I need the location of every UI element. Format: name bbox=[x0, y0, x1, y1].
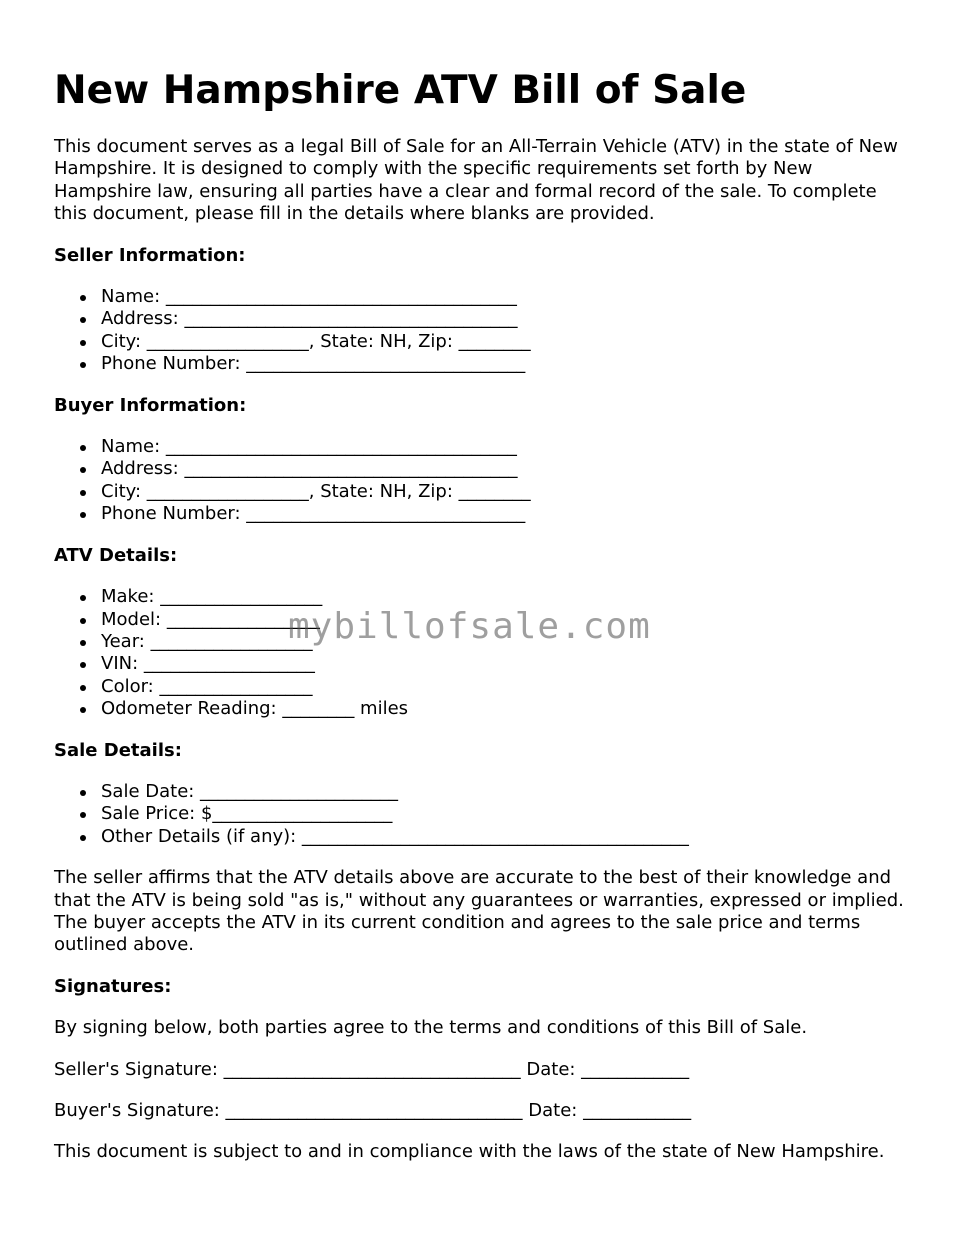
atv-model-field: Model: _________________ bbox=[101, 609, 914, 631]
seller-signature-line: Seller's Signature: _________________________________ Date: ____________ bbox=[54, 1058, 690, 1080]
sale-list bbox=[54, 781, 914, 848]
intro-paragraph: This document serves as a legal Bill of Sale for an All-Terrain Vehicle (ATV) in the state of New Hampshire. It is designed to comply with the specific requirements set forth by New Hampshire law, ensuring all parties have a clear and formal record of the sale. To complete this document, please fill in the details where blanks are provided. bbox=[54, 136, 898, 225]
buyer-list bbox=[54, 436, 914, 526]
seller-phone-field: Phone Number: _______________________________ bbox=[101, 353, 914, 375]
buyer-phone-field: Phone Number: _______________________________ bbox=[101, 503, 914, 525]
buyer-name-field: Name: _______________________________________ bbox=[101, 436, 914, 458]
seller-city-field: City: __________________, State: NH, Zip: ________ bbox=[101, 331, 914, 353]
affirmation-paragraph: The seller affirms that the ATV details above are accurate to the best of their knowledge and that the ATV is being sold "as is," without any guarantees or warranties, expressed or implied. The buyer accepts the ATV in its current condition and agrees to the sale price and terms outlined above. bbox=[54, 867, 904, 956]
atv-odometer-field: Odometer Reading: ________ miles bbox=[101, 698, 914, 720]
seller-list bbox=[54, 286, 914, 376]
document-title: New Hampshire ATV Bill of Sale bbox=[54, 68, 747, 113]
buyer-address-field: Address: _____________________________________ bbox=[101, 458, 914, 480]
watermark-text: mybillofsale.com bbox=[288, 606, 651, 647]
signatures-agreement: By signing below, both parties agree to the terms and conditions of this Bill of Sale. bbox=[54, 1017, 808, 1039]
buyer-signature-line: Buyer's Signature: _________________________________ Date: ____________ bbox=[54, 1100, 692, 1121]
signatures-heading: Signatures: bbox=[54, 975, 172, 997]
buyer-city-field: City: __________________, State: NH, Zip: ________ bbox=[101, 481, 914, 503]
atv-color-field: Color: _________________ bbox=[101, 676, 914, 698]
seller-name-field: Name: _______________________________________ bbox=[101, 286, 914, 308]
sale-price-field: Sale Price: $____________________ bbox=[101, 803, 914, 825]
seller-heading: Seller Information: bbox=[54, 244, 246, 266]
footer-paragraph: This document is subject to and in compliance with the laws of the state of New Hampshire. bbox=[54, 1141, 885, 1163]
sale-other-details-field: Other Details (if any): ___________________________________________ bbox=[101, 826, 914, 848]
atv-year-field: Year: __________________ bbox=[101, 631, 914, 653]
buyer-heading: Buyer Information: bbox=[54, 394, 247, 416]
sale-heading: Sale Details: bbox=[54, 739, 182, 761]
atv-make-field: Make: __________________ bbox=[101, 586, 914, 608]
sale-date-field: Sale Date: ______________________ bbox=[101, 781, 914, 803]
atv-vin-field: VIN: ___________________ bbox=[101, 653, 914, 675]
atv-heading: ATV Details: bbox=[54, 544, 178, 566]
seller-address-field: Address: _____________________________________ bbox=[101, 308, 914, 330]
document-page bbox=[54, 62, 914, 1183]
atv-list bbox=[54, 586, 914, 720]
